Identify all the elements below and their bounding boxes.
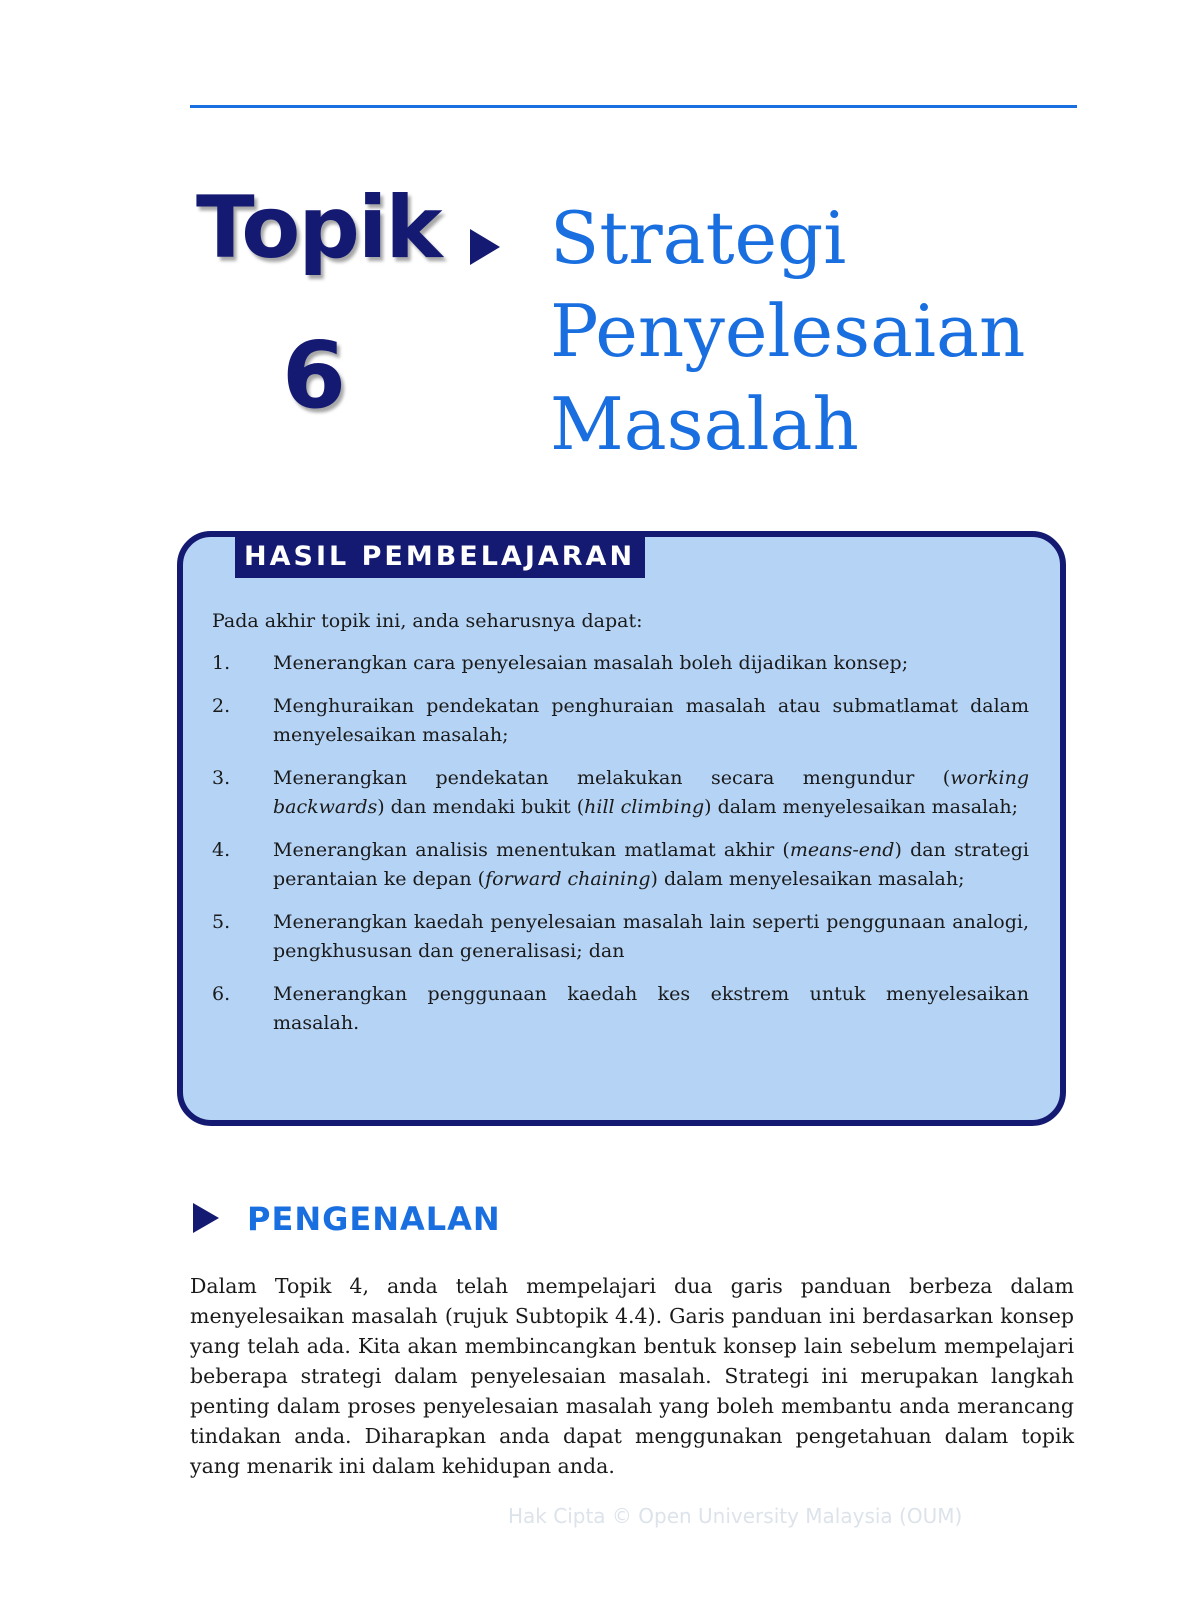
header-rule xyxy=(190,105,1077,108)
title-line: Strategi xyxy=(550,196,847,280)
learning-outcomes-intro: Pada akhir topik ini, anda seharusnya dapat: xyxy=(212,610,643,632)
intro-paragraph: Dalam Topik 4, anda telah mempelajari dua garis panduan berbeza dalam menyelesaikan masalah (rujuk Subtopik 4.4). Garis panduan ini berdasarkan konsep yang telah ada. Kita akan membincangkan bentuk konsep lain sebelum mempelajari beberapa strategi dalam penyelesaian masalah. Strategi ini merupakan langkah penting dalam proses penyelesaian masalah yang boleh membantu anda merancang tindakan anda. Diharapkan anda dapat menggunakan pengetahuan dalam topik yang menarik ini dalam kehidupan anda. xyxy=(190,1274,1074,1478)
learning-outcome-item xyxy=(212,908,1029,966)
learning-outcomes-list xyxy=(212,649,1029,1038)
learning-outcome-item xyxy=(212,649,1029,678)
title-line: Masalah xyxy=(550,382,859,466)
list-number: 1. xyxy=(212,652,231,674)
text-segment: ) dan strategi perantaian ke depan ( xyxy=(273,839,1029,890)
list-text xyxy=(273,908,1029,966)
list-number: 3. xyxy=(212,767,231,789)
topik-number: 6 xyxy=(282,322,347,429)
list-number: 5. xyxy=(212,911,231,933)
triangle-arrow-icon xyxy=(470,229,500,265)
learning-outcome-item xyxy=(212,980,1029,1038)
list-number: 2. xyxy=(212,695,231,717)
text-segment: Menerangkan pendekatan melakukan secara mengundur ( xyxy=(273,767,951,789)
learning-outcome-item xyxy=(212,764,1029,822)
learning-outcomes-content xyxy=(212,607,1029,1052)
learning-outcome-item xyxy=(212,836,1029,894)
italic-term: forward chaining xyxy=(485,868,651,890)
text-segment: ) dan mendaki bukit ( xyxy=(377,796,585,818)
italic-term: means-end xyxy=(789,839,895,861)
learning-outcome-item xyxy=(212,692,1029,750)
title-line: Penyelesaian xyxy=(550,289,1026,373)
list-text xyxy=(273,764,1029,822)
list-text xyxy=(273,836,1029,894)
page-title xyxy=(550,192,1070,471)
text-segment: Menghuraikan pendekatan penghuraian masalah atau submatlamat dalam menyelesaikan masalah; xyxy=(273,695,1029,746)
list-text xyxy=(273,649,1029,678)
text-segment: ) dalam menyelesaikan masalah; xyxy=(704,796,1019,818)
list-text xyxy=(273,692,1029,750)
text-segment: Menerangkan analisis menentukan matlamat akhir ( xyxy=(273,839,790,861)
list-text xyxy=(273,980,1029,1038)
text-segment: Menerangkan penggunaan kaedah kes ekstrem untuk menyelesaikan masalah. xyxy=(273,983,1029,1034)
italic-term: hill climbing xyxy=(584,796,705,818)
italic-term: working backwards xyxy=(273,767,1029,818)
learning-outcomes-heading: HASIL PEMBELAJARAN xyxy=(235,536,645,578)
topik-label: Topik xyxy=(196,178,441,278)
section-arrow-icon xyxy=(193,1203,219,1233)
copyright-watermark: Hak Cipta © Open University Malaysia (OUM) xyxy=(508,1504,963,1528)
list-number: 4. xyxy=(212,839,231,861)
section-heading: PENGENALAN xyxy=(247,1200,501,1238)
list-number: 6. xyxy=(212,983,231,1005)
text-segment: Menerangkan cara penyelesaian masalah boleh dijadikan konsep; xyxy=(273,652,909,674)
text-segment: ) dalam menyelesaikan masalah; xyxy=(650,868,965,890)
text-segment: Menerangkan kaedah penyelesaian masalah lain seperti penggunaan analogi, pengkhususan dan generalisasi; dan xyxy=(273,911,1029,962)
